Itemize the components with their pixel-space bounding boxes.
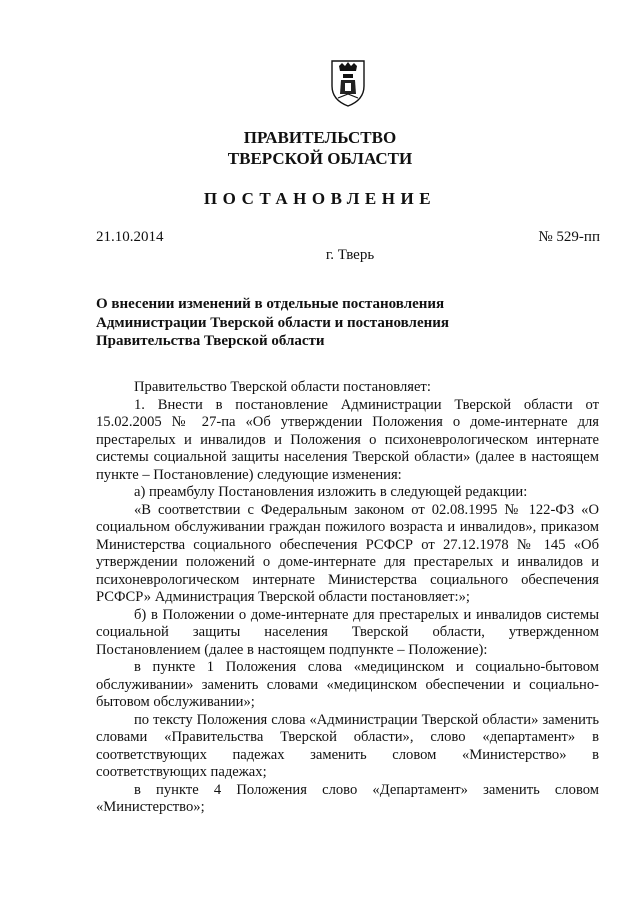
- subject-line: Администрации Тверской области и постановления: [96, 314, 449, 331]
- body-paragraph: в пункте 4 Положения слово «Департамент» заменить словом «Министерство»;: [96, 781, 599, 815]
- document-type: ПОСТАНОВЛЕНИЕ: [203, 189, 437, 208]
- org-name-line2: ТВЕРСКОЙ ОБЛАСТИ: [227, 149, 413, 168]
- body-paragraph: а) преамбулу Постановления изложить в следующей редакции:: [134, 484, 528, 500]
- document-body: [96, 379, 599, 817]
- subject-line: О внесении изменений в отдельные постановления: [96, 296, 445, 312]
- body-paragraph: Правительство Тверской области постановляет:: [134, 379, 431, 395]
- body-paragraph: 1. Внести в постановление Администрации Тверской области от 15.02.2005 № 27-па «Об утверждении Положения о доме-интернате для престарелых и инвалидов и Положения о психоневрологическом интернате системы социальной защиты населения Тверской области» (далее в настоящем пункте – Постановление) следующие изменения:: [96, 396, 599, 483]
- document-city: г. Тверь: [325, 247, 375, 263]
- tver-coat-of-arms-icon: [328, 58, 368, 108]
- body-paragraph: по тексту Положения слова «Администрации Тверской области» заменить словами «Правительства Тверской области», слово «департамент» в соответствующих падежах заменить словом «Министерство» в соответствующих падежах;: [96, 711, 599, 780]
- document-subject: [96, 295, 516, 351]
- document-date: 21.10.2014: [96, 229, 164, 245]
- org-name-line1: ПРАВИТЕЛЬСТВО: [243, 128, 397, 147]
- document-number: № 529-пп: [538, 229, 600, 245]
- body-paragraph: б) в Положении о доме-интернате для престарелых и инвалидов системы социальной защиты населения Тверской области, утвержденном Постановлением (далее в настоящем подпункте – Положение):: [96, 606, 599, 658]
- body-paragraph: «В соответствии с Федеральным законом от 02.08.1995 № 122-ФЗ «О социальном обслуживании граждан пожилого возраста и инвалидов», приказом Министерства социального обеспечения РСФСР от 27.12.1978 № 145 «Об утверждении положений о доме-интернате для престарелых и инвалидов и психоневрологическом интернате Министерства социального обеспечения РСФСР» Администрация Тверской области постановляет:»;: [96, 501, 599, 605]
- body-paragraph: в пункте 1 Положения слова «медицинском и социально-бытовом обслуживании» заменить словами «медицинском обеспечении и социально-бытовом обслуживании»;: [96, 659, 599, 710]
- subject-line: Правительства Тверской области: [96, 333, 325, 349]
